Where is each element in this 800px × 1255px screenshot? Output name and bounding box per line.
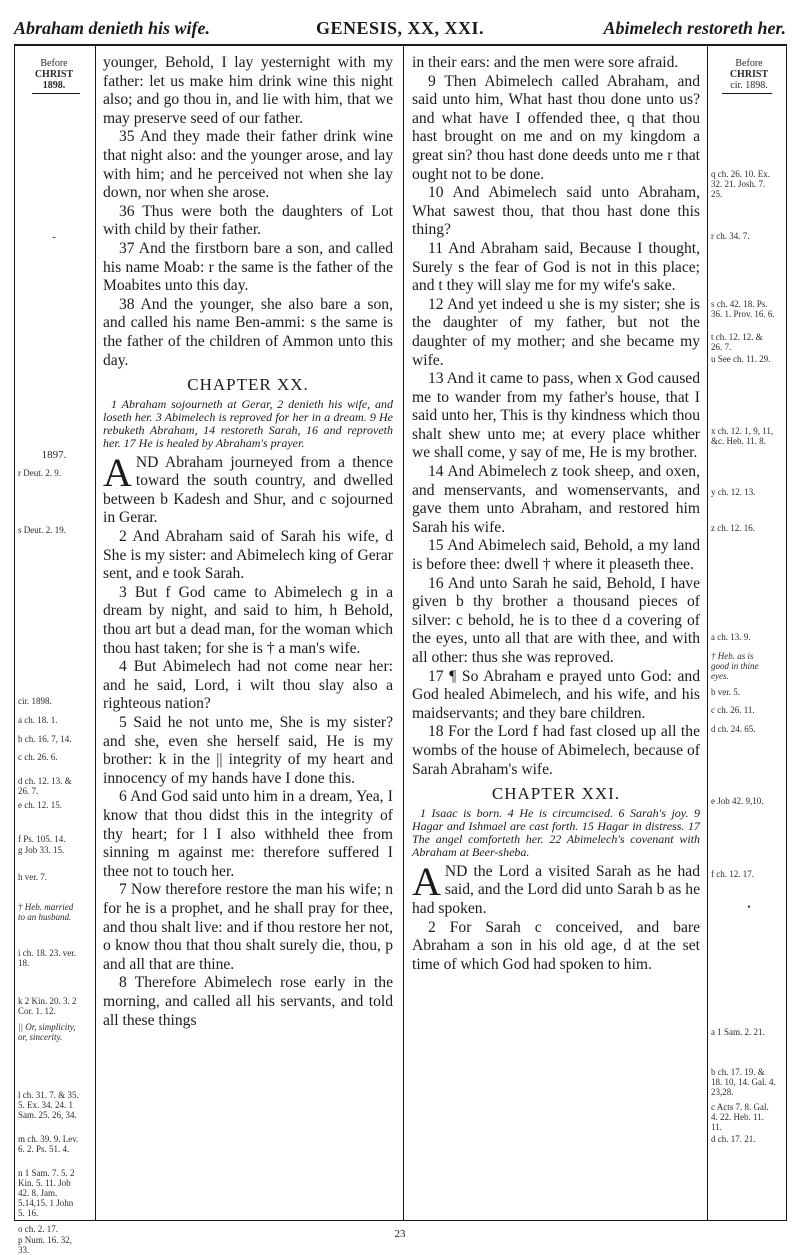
verse-10: 10 And Abimelech said unto Abraham, What sawest thou, that thou hast done this thing? <box>412 184 700 239</box>
verse-35: 35 And they made their father drink wine that night also: and the younger arose, and lay with him; and he perceived not when she lay down, nor when she arose. <box>103 128 393 202</box>
verse-17: 17 ¶ So Abraham e prayed unto God: and God healed Abimelech, and his wife, and his maidservants; and they bare children. <box>412 667 700 722</box>
margin-note: c ch. 26. 11. <box>711 705 755 715</box>
header-rule <box>14 44 786 46</box>
text-column-left <box>103 54 393 1219</box>
margin-note: y ch. 12. 13. <box>711 487 756 497</box>
margin-note: e Job 42. 9,10. <box>711 796 764 806</box>
verse-36: 36 Thus were both the daughters of Lot with child by their father. <box>103 202 393 239</box>
column-divider <box>403 44 404 1221</box>
verse-5: 5 Said he not unto me, She is my sister? and she, even she herself said, He is my brother: k in the || integrity of my heart and innocency of my hands have I done this. <box>103 714 393 787</box>
verse-38: 38 And the younger, she also bare a son, and called his name Ben-ammi: s the same is the father of the children of Ammon unto this day. <box>103 295 393 369</box>
verse-text: in their ears: and the men were sore afraid. <box>412 54 679 71</box>
margin-note: a ch. 13. 9. <box>711 632 751 642</box>
header-right-title: Abimelech restoreth her. <box>603 18 786 38</box>
right-margin-divider <box>707 44 708 1221</box>
margin-note: k 2 Kin. 20. 3. 2 Cor. 1. 12. <box>18 996 77 1016</box>
margin-note: c Acts 7. 8. Gal. 4. 22. Heb. 11. 11. <box>711 1102 769 1132</box>
verse-18: 18 For the Lord f had fast closed up all the wombs of the house of Abimelech, because of Sarah Abraham's wife. <box>412 723 700 778</box>
verse-text: younger, Behold, I lay yesternight with my father: let us make him drink wine this night also; and go thou in, and lie with him, that we may preserve seed of our father. <box>103 54 393 127</box>
header-book-chapters: GENESIS, XX, XXI. <box>315 18 485 38</box>
page-number: 23 <box>394 1228 406 1240</box>
drop-cap: A <box>103 449 132 495</box>
verse-3: 3 But f God came to Abimelech g in a dream by night, and said to him, h Behold, thou art but a dead man, for the woman which thou hast taken; for she is † a man's wife. <box>103 583 393 657</box>
margin-note: b ver. 5. <box>711 687 740 697</box>
margin-note: m ch. 39. 9. Lev. 6. 2. Ps. 51. 4. <box>18 1134 79 1154</box>
footer-rule <box>14 1220 786 1221</box>
margin-note: a ch. 18. 1. <box>18 715 58 725</box>
margin-note: f Ps. 105. 14. <box>18 834 66 844</box>
margin-note: • <box>747 902 751 912</box>
left-margin-references <box>18 54 90 1255</box>
chapter-summary: 1 Abraham sojourneth at Gerar, 2 denieth his wife, and loseth her. 3 Abimelech is reproved for her in a dream. 9 He rebuketh Abraham, 14 restoreth Sarah, 16 and reproveth her. 17 He is healed by Abraham's prayer. <box>103 396 393 450</box>
before-christ-label: Before CHRIST 1898. <box>34 58 74 91</box>
margin-note: d ch. 12. 13. & 26. 7. <box>18 776 72 796</box>
chapter-heading: CHAPTER XXI. <box>491 784 621 804</box>
verse-13: 13 And it came to pass, when x God caused me to wander from my father's house, that I said unto her, This is thy kindness which thou shalt shew unto me; at every place whither we shall come, y say of me, He is my brother. <box>412 370 700 462</box>
margin-note: cir. 1898. <box>18 696 52 706</box>
margin-dash: - <box>52 231 56 243</box>
verse-15: 15 And Abimelech said, Behold, a my land is before thee: dwell † where it pleaseth thee. <box>412 537 700 574</box>
margin-note: t ch. 12. 12. & 26. 7. <box>711 332 763 352</box>
verse-9: 9 Then Abimelech called Abraham, and said unto him, What hast thou done unto us? and what have I offended thee, q that thou hast brought on me and on my kingdom a great sin? thou hast done deeds unto me r that ought not to be done. <box>412 72 700 183</box>
verse-6: 6 And God said unto him in a dream, Yea, I know that thou didst this in the integrity of thy heart; for l I also withheld thee from sinning m against me: therefore suffered I thee not to touch her. <box>103 788 393 880</box>
margin-note: d ch. 17. 21. <box>711 1134 756 1144</box>
margin-note: r Deut. 2. 9. <box>18 468 61 478</box>
chapter-heading: CHAPTER XX. <box>187 375 309 395</box>
margin-year: 1897. <box>41 449 67 461</box>
chapter-summary: 1 Isaac is born. 4 He is circumcised. 6 Sarah's joy. 9 Hagar and Ishmael are cast forth. 15 Hagar in distress. 17 The angel comforteth her. 22 Abimelech's covenant with Abraham at Beer-sheba. <box>412 805 700 859</box>
margin-note: c ch. 26. 6. <box>18 752 58 762</box>
verse-2: 2 And Abraham said of Sarah his wife, d She is my sister: and Abimelech king of Gerar sent, and e took Sarah. <box>103 528 393 583</box>
margin-note: g Job 33. 15. <box>18 845 65 855</box>
margin-note: f ch. 12. 17. <box>711 869 754 879</box>
margin-note: z ch. 12. 16. <box>711 523 755 533</box>
margin-note: l ch. 31. 7. & 35. 5. Ex. 34. 24. 1 Sam. 25. 26, 34. <box>18 1090 79 1120</box>
margin-note: † Heb. as is good in thine eyes. <box>711 651 759 681</box>
text-column-right <box>412 54 700 1219</box>
margin-note: e ch. 12. 15. <box>18 800 62 810</box>
verse-16: 16 And unto Sarah he said, Behold, I have given b thy brother a thousand pieces of silver: c behold, he is to thee d a covering of the eyes, unto all that are with thee, and with all other: thus she was reproved. <box>412 574 700 666</box>
verse-14: 14 And Abimelech z took sheep, and oxen, and menservants, and womenservants, and gave them unto Abraham, and restored him Sarah his wife. <box>412 463 700 536</box>
right-margin-references <box>711 54 787 1219</box>
margin-note: n 1 Sam. 7. 5. 2 Kin. 5. 11. Job 42. 8. Jam. 5.14,15. 1 John 5. 16. <box>18 1168 75 1218</box>
verse-1: AND Abraham journeyed from a thence toward the south country, and dwelled between b Kadesh and Shur, and c sojourned in Gerar. <box>103 449 393 527</box>
verse-11: 11 And Abraham said, Because I thought, Surely s the fear of God is not in this place; and t they will slay me for my wife's sake. <box>412 239 700 295</box>
verse-12: 12 And yet indeed u she is my sister; she is the daughter of my father, but not the daughter of my mother; and she became my wife. <box>412 295 700 369</box>
margin-note: x ch. 12. 1, 9, 11, &c. Heb. 11. 8. <box>711 426 774 446</box>
margin-note: u See ch. 11. 29. <box>711 354 771 364</box>
margin-note: q ch. 26. 10. Ex. 32. 21. Josh. 7. 25. <box>711 169 770 199</box>
drop-cap: A <box>412 858 441 904</box>
margin-note: d ch. 24. 65. <box>711 724 756 734</box>
margin-note: a 1 Sam. 2. 21. <box>711 1027 765 1037</box>
margin-note: s Deut. 2. 19. <box>18 525 66 535</box>
margin-note: r ch. 34. 7. <box>711 231 750 241</box>
verse-2: 2 For Sarah c conceived, and bare Abraham a son in his old age, d at the set time of which God had spoken to him. <box>412 918 700 973</box>
verse-37: 37 And the firstborn bare a son, and called his name Moab: r the same is the father of the Moabites unto this day. <box>103 239 393 295</box>
margin-note: i ch. 18. 23. ver. 18. <box>18 948 76 968</box>
verse-1: AND the Lord a visited Sarah as he had said, and the Lord did unto Sarah b as he had spoken. <box>412 858 700 917</box>
header-left-title: Abraham denieth his wife. <box>14 18 211 38</box>
verse-8: 8 Therefore Abimelech rose early in the morning, and called all his servants, and told all these things <box>103 974 393 1029</box>
left-margin-divider <box>95 44 96 1221</box>
margin-note: s ch. 42. 18. Ps. 36. 1. Prov. 16. 6. <box>711 299 775 319</box>
left-frame-line <box>14 44 15 1221</box>
margin-note: b ch. 17. 19. & 18. 10, 14. Gal. 4. 23,28. <box>711 1067 776 1097</box>
margin-note: b ch. 16. 7, 14. <box>18 734 72 744</box>
verse-7: 7 Now therefore restore the man his wife; n for he is a prophet, and he shall pray for thee, and thou shalt live: and if thou restore her not, o know thou that thou shalt surely die, thou, p and all that are thine. <box>103 881 393 973</box>
verse-4: 4 But Abimelech had not come near her: and he said, Lord, i wilt thou slay also a righteous nation? <box>103 658 393 713</box>
running-header <box>14 14 786 44</box>
margin-note: † Heb. married to an husband. <box>18 902 74 922</box>
margin-note: o ch. 2. 17. <box>18 1224 58 1234</box>
margin-note: || Or, simplicity, or, sincerity. <box>18 1022 76 1042</box>
before-christ-label: Before CHRIST cir. 1898. <box>729 58 769 91</box>
margin-note: p Num. 16. 32, 33. <box>18 1235 72 1255</box>
margin-note: h ver. 7. <box>18 872 47 882</box>
